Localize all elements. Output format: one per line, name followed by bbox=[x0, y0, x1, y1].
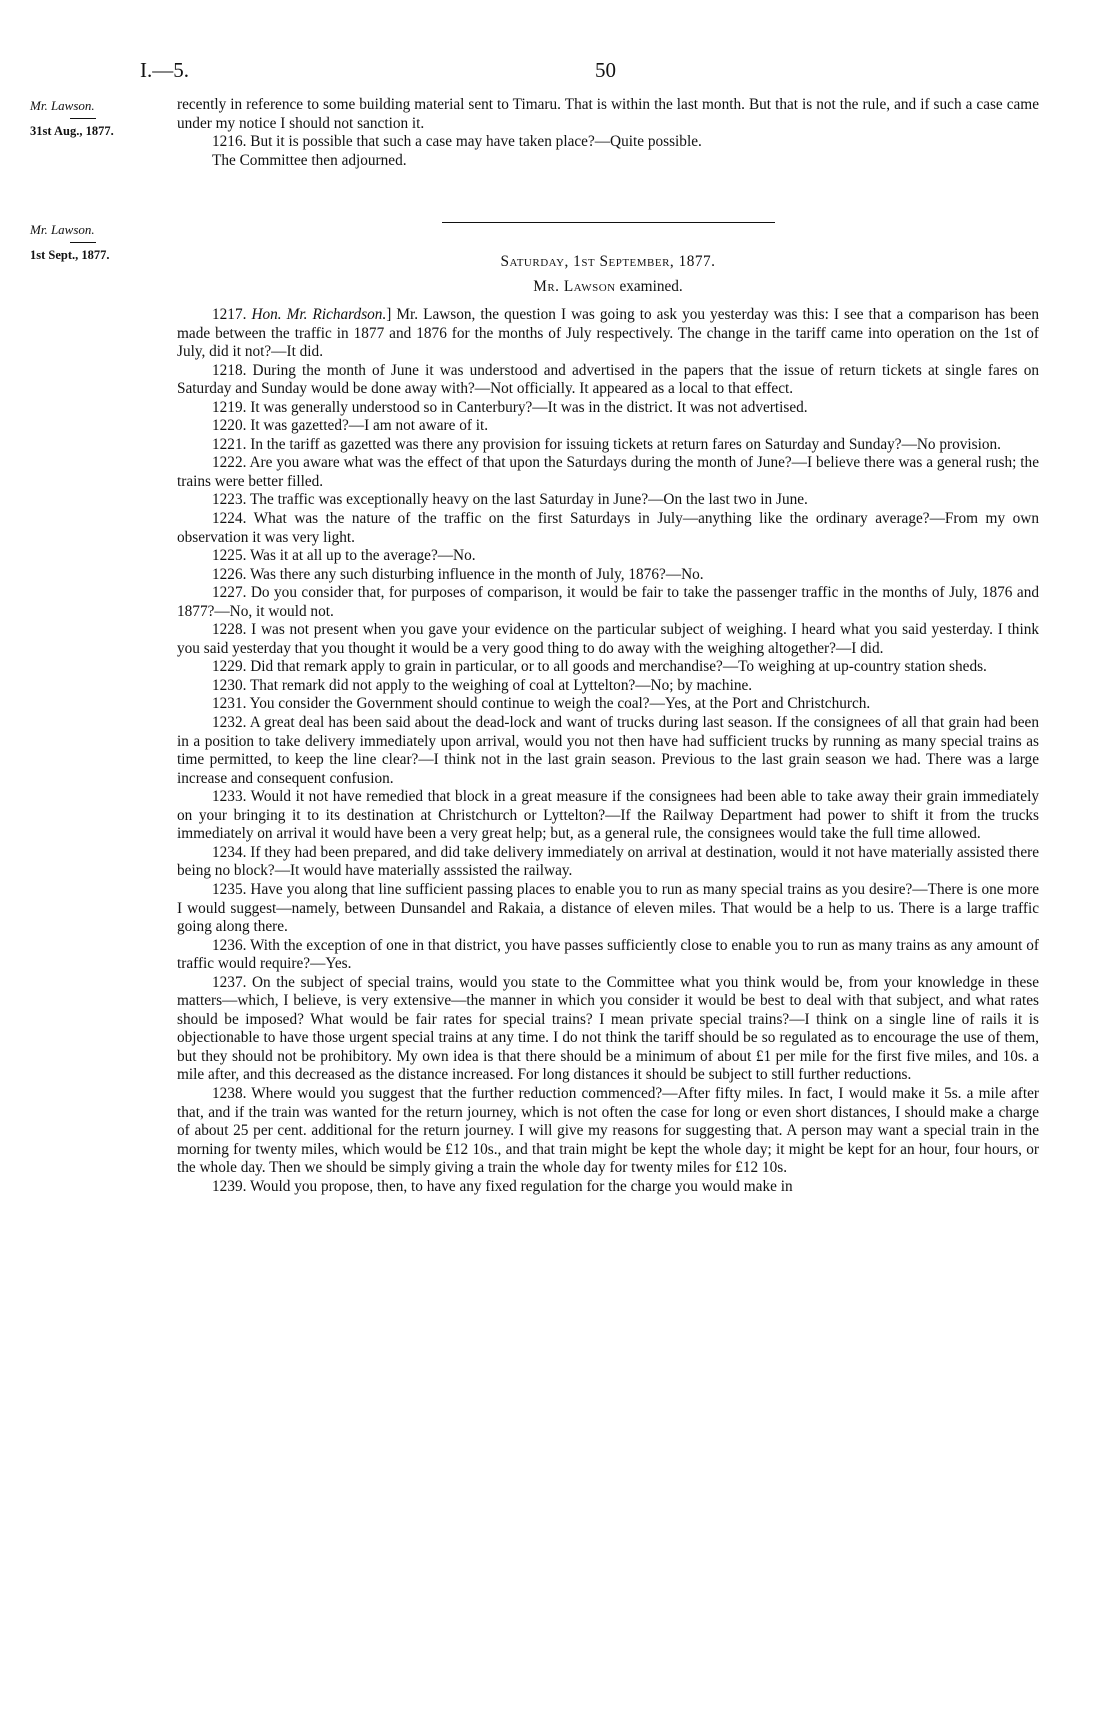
paragraph: 1219. It was generally understood so in Canterbury?—It was in the district. It was not advertised. bbox=[212, 398, 808, 416]
witness-name: Mr. Lawson bbox=[533, 278, 616, 295]
paragraph: 1238. Where would you suggest that the further reduction commenced?—After fifty miles. In fact, I would make it 5s. a mile after that, and if the train was wanted for the return journey, which is not often the case for long or even short distances, I should make a charge of about 25 per cent. additional for the return journey. I will give my reasons for suggesting that. A person may want a special train in the morning for twenty miles, which would be £12 10s., and that train might be kept the whole day; it might be kept for an hour, four hours, or the whole day. Then we should be simply giving a train the whole day for twenty miles for £12 10s. bbox=[177, 1084, 1039, 1177]
margin-date: 31st Aug., 1877. bbox=[30, 124, 114, 138]
paragraph: 1236. With the exception of one in that district, you have passes sufficiently close to enable you to run as many trains as any amount of traffic would require?—Yes. bbox=[177, 936, 1039, 973]
witness-suffix: examined. bbox=[615, 278, 683, 295]
margin-witness-name: Mr. Lawson. bbox=[30, 98, 95, 113]
paragraph: 1224. What was the nature of the traffic on the first Saturdays in July—anything like the ordinary average?—From my own observation it was very light. bbox=[177, 510, 1039, 546]
paragraph: 1216. But it is possible that such a case may have taken place?—Quite possible. bbox=[212, 133, 702, 151]
paragraph: 1233. Would it not have remedied that block in a great measure if the consignees had been able to take away their grain immediately on your bringing it to its destination at Christchurch or Lyttelton?—If the Railway Department had power to shift it from the trucks immediately on arrival it would have been a very great help; but, as a general rule, the consignees would take the full time allowed. bbox=[177, 788, 1039, 843]
margin-note-2 bbox=[30, 222, 170, 263]
examination-text bbox=[177, 306, 1039, 1196]
paragraph: 1234. If they had been prepared, and did take delivery immediately on arrival at destination, would it not have materially assisted there being no block?—It would have materially asssisted the railway. bbox=[177, 843, 1039, 880]
intro-text bbox=[177, 96, 1039, 170]
paragraph: 1221. In the tariff as gazetted was there any provision for issuing tickets at return fares on Saturday and Sunday?—No provision. bbox=[212, 435, 1002, 453]
speaker-name: Hon. Mr. Richardson. bbox=[251, 306, 387, 323]
paragraph: 1220. It was gazetted?—I am not aware of it. bbox=[212, 417, 489, 435]
section-divider bbox=[442, 222, 775, 223]
session-heading: Saturday, 1st September, 1877. bbox=[500, 253, 716, 270]
paragraph: 1235. Have you along that line sufficient passing places to enable you to run as many special trains as you desire?—There is one more I would suggest—namely, between Dunsandel and Rakaia, a distance of eleven miles. That would be a help to us. There is a large traffic going along there. bbox=[177, 880, 1039, 936]
paragraph: 1225. Was it at all up to the average?—No. bbox=[212, 547, 476, 565]
paragraph: The Committee then adjourned. bbox=[212, 151, 407, 169]
paragraph-list bbox=[177, 362, 1039, 1197]
margin-date: 1st Sept., 1877. bbox=[30, 248, 110, 262]
witness-heading bbox=[177, 278, 1039, 296]
paragraph: 1230. That remark did not apply to the weighing of coal at Lyttelton?—No; by machine. bbox=[212, 676, 753, 694]
margin-divider bbox=[70, 118, 96, 119]
paragraph: 1232. A great deal has been said about the dead-lock and want of trucks during last season. If the consignees of all that grain had been in a position to take delivery immediately upon arrival, would you not then have had sufficient trucks by running as many special trains as time permitted, to keep the line clear?—I think not in the last grain season. Previous to the last grain season we had. There was a large increase and consequent confusion. bbox=[177, 714, 1039, 787]
paragraph: 1218. During the month of June it was understood and advertised in the papers that the issue of return tickets at single fares on Saturday and Sunday would be done away with?—Not officially. It appeared as a local to that effect. bbox=[177, 361, 1039, 398]
margin-witness-name: Mr. Lawson. bbox=[30, 222, 95, 237]
paragraph: 1227. Do you consider that, for purposes of comparison, it would be fair to take the passenger traffic in the months of July, 1876 and 1877?—No, it would not. bbox=[177, 584, 1039, 620]
paragraph: 1222. Are you aware what was the effect of that upon the Saturdays during the month of June?—I believe there was a general rush; the trains were better filled. bbox=[177, 454, 1039, 490]
question-text: ] Mr. Lawson, the question I was going to ask you yesterday was this: I see that a comparison has been made between the traffic in 1877 and 1876 for the months of July respectively. The change in the tariff came into operation on the 1st of July, did it not?—It did. bbox=[177, 306, 1039, 361]
question-number: 1217. bbox=[212, 306, 252, 323]
paragraph: 1231. You consider the Government should continue to weigh the coal?—Yes, at the Port and Christchurch. bbox=[212, 695, 871, 713]
paragraph-1217 bbox=[177, 306, 1039, 362]
paragraph: 1226. Was there any such disturbing influence in the month of July, 1876?—No. bbox=[212, 565, 704, 583]
margin-divider bbox=[70, 242, 96, 243]
paragraph: 1229. Did that remark apply to grain in particular, or to all goods and merchandise?—To weighing at up-country station sheds. bbox=[212, 658, 987, 676]
margin-note-1 bbox=[30, 98, 170, 139]
paragraph: 1239. Would you propose, then, to have any fixed regulation for the charge you would make in bbox=[212, 1177, 793, 1195]
paragraph: 1228. I was not present when you gave your evidence on the particular subject of weighing. I heard what you said yesterday. I think you said yesterday that you thought it would be a very good thing to do away with the weighing altogether?—I did. bbox=[177, 621, 1039, 657]
paragraph: 1237. On the subject of special trains, would you state to the Committee what you think would be, from your knowledge in these matters—which, I believe, is very extensive—the manner in which you consider it would be best to deal with that subject, and what rates should be imposed? What would be fair rates for special trains? I mean private special trains?—I think on a single line of rails it is objectionable to have those urgent special trains at any time. I do not think the tariff should be so regulated as to encourage the use of them, but they should not be prohibitory. My own idea is that there should be a minimum of about £1 per mile for the first five miles, and 10s. a mile after, and this decreased as the distance increased. For long distances it should be subject to still further reductions. bbox=[177, 973, 1039, 1084]
document-reference: I.—5. bbox=[140, 58, 189, 82]
page-number: 50 bbox=[595, 58, 616, 82]
paragraph: recently in reference to some building material sent to Timaru. That is within the last month. But that is not the rule, and if such a case came under my notice I should not sanction it. bbox=[177, 96, 1039, 132]
paragraph: 1223. The traffic was exceptionally heavy on the last Saturday in June?—On the last two in June. bbox=[212, 491, 808, 509]
